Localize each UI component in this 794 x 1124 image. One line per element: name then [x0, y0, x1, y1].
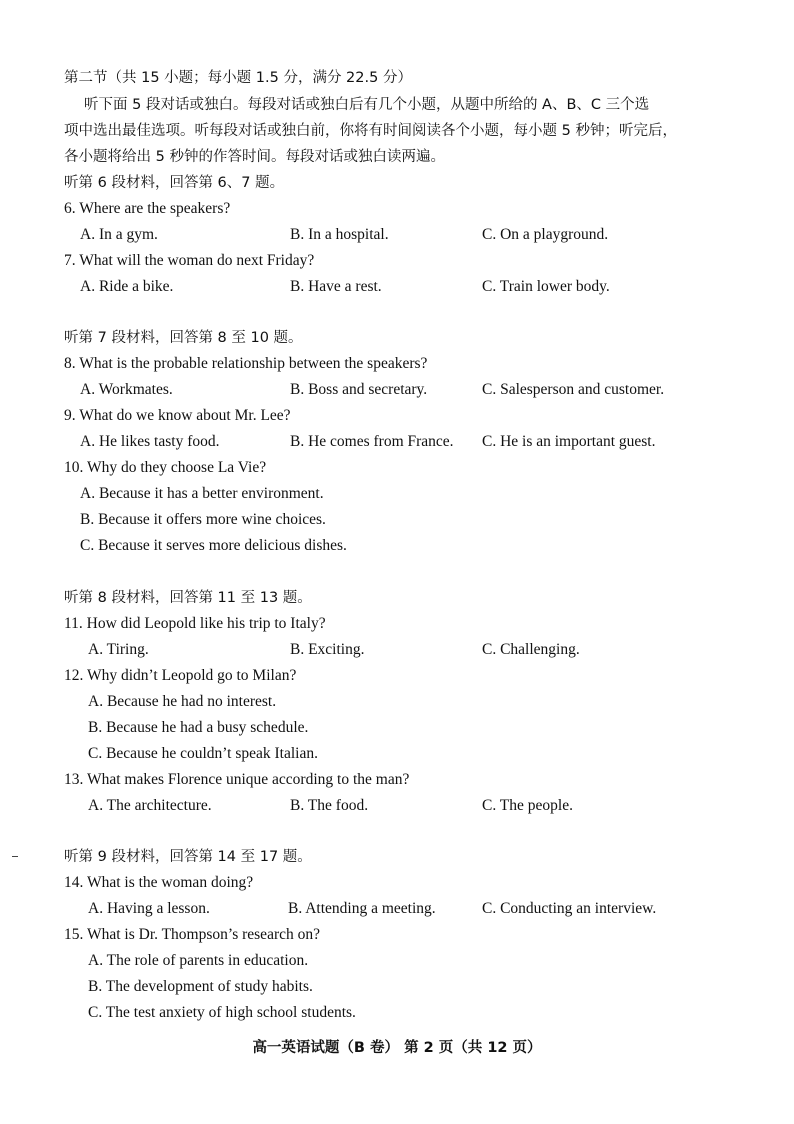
- question-9: 9. What do we know about Mr. Lee?: [64, 407, 291, 424]
- option-9b[interactable]: B. He comes from France.: [290, 433, 454, 450]
- question-8: 8. What is the probable relationship between the speakers?: [64, 355, 428, 372]
- option-8b[interactable]: B. Boss and secretary.: [290, 381, 428, 398]
- question-7: 7. What will the woman do next Friday?: [64, 252, 315, 269]
- question-15: 15. What is Dr. Thompson’s research on?: [64, 926, 320, 943]
- option-6a[interactable]: A. In a gym.: [80, 226, 158, 243]
- group-header-8: 听第 8 段材料，回答第 11 至 13 题。: [64, 590, 312, 606]
- option-7b[interactable]: B. Have a rest.: [290, 278, 382, 295]
- instruction-line-3: 各小题将给出 5 秒钟的作答时间。每段对话或独白读两遍。: [64, 149, 445, 165]
- option-10b[interactable]: B. Because it offers more wine choices.: [80, 511, 326, 528]
- group-header-6: 听第 6 段材料，回答第 6、7 题。: [64, 175, 285, 191]
- option-15a[interactable]: A. The role of parents in education.: [88, 952, 309, 969]
- option-13a[interactable]: A. The architecture.: [88, 797, 212, 814]
- scan-mark: [12, 856, 18, 857]
- instruction-line-2: 项中选出最佳选项。听每段对话或独白前，你将有时间阅读各个小题，每小题 5 秒钟；听完后，: [64, 123, 677, 139]
- option-11b[interactable]: B. Exciting.: [290, 641, 365, 658]
- option-14a[interactable]: A. Having a lesson.: [88, 900, 210, 917]
- option-12c[interactable]: C. Because he couldn’t speak Italian.: [88, 745, 318, 762]
- option-12b[interactable]: B. Because he had a busy schedule.: [88, 719, 309, 736]
- group-header-7: 听第 7 段材料，回答第 8 至 10 题。: [64, 330, 303, 346]
- option-13b[interactable]: B. The food.: [290, 797, 369, 814]
- page-footer: 高一英语试题（B 卷） 第 2 页（共 12 页）: [252, 1040, 542, 1056]
- instruction-line-1: 听下面 5 段对话或独白。每段对话或独白后有几个小题，从题中所给的 A、B、C 三个选: [84, 97, 650, 113]
- option-7c[interactable]: C. Train lower body.: [482, 278, 610, 295]
- section-title: 第二节（共 15 小题；每小题 1.5 分，满分 22.5 分）: [64, 70, 412, 86]
- option-6b[interactable]: B. In a hospital.: [290, 226, 389, 243]
- question-6: 6. Where are the speakers?: [64, 200, 231, 217]
- question-12: 12. Why didn’t Leopold go to Milan?: [64, 667, 297, 684]
- option-9a[interactable]: A. He likes tasty food.: [80, 433, 220, 450]
- option-8c[interactable]: C. Salesperson and customer.: [482, 381, 665, 398]
- option-15b[interactable]: B. The development of study habits.: [88, 978, 313, 995]
- question-14: 14. What is the woman doing?: [64, 874, 254, 891]
- option-7a[interactable]: A. Ride a bike.: [80, 278, 174, 295]
- option-10a[interactable]: A. Because it has a better environment.: [80, 485, 324, 502]
- option-12a[interactable]: A. Because he had no interest.: [88, 693, 277, 710]
- option-11a[interactable]: A. Tiring.: [88, 641, 149, 658]
- option-10c[interactable]: C. Because it serves more delicious dishes.: [80, 537, 347, 554]
- option-8a[interactable]: A. Workmates.: [80, 381, 173, 398]
- option-15c[interactable]: C. The test anxiety of high school students.: [88, 1004, 356, 1021]
- option-13c[interactable]: C. The people.: [482, 797, 573, 814]
- option-11c[interactable]: C. Challenging.: [482, 641, 580, 658]
- option-6c[interactable]: C. On a playground.: [482, 226, 609, 243]
- question-11: 11. How did Leopold like his trip to Italy?: [64, 615, 326, 632]
- option-9c[interactable]: C. He is an important guest.: [482, 433, 656, 450]
- option-14b[interactable]: B. Attending a meeting.: [288, 900, 436, 917]
- question-10: 10. Why do they choose La Vie?: [64, 459, 267, 476]
- question-13: 13. What makes Florence unique according to the man?: [64, 771, 410, 788]
- option-14c[interactable]: C. Conducting an interview.: [482, 900, 657, 917]
- group-header-9: 听第 9 段材料，回答第 14 至 17 题。: [64, 849, 312, 865]
